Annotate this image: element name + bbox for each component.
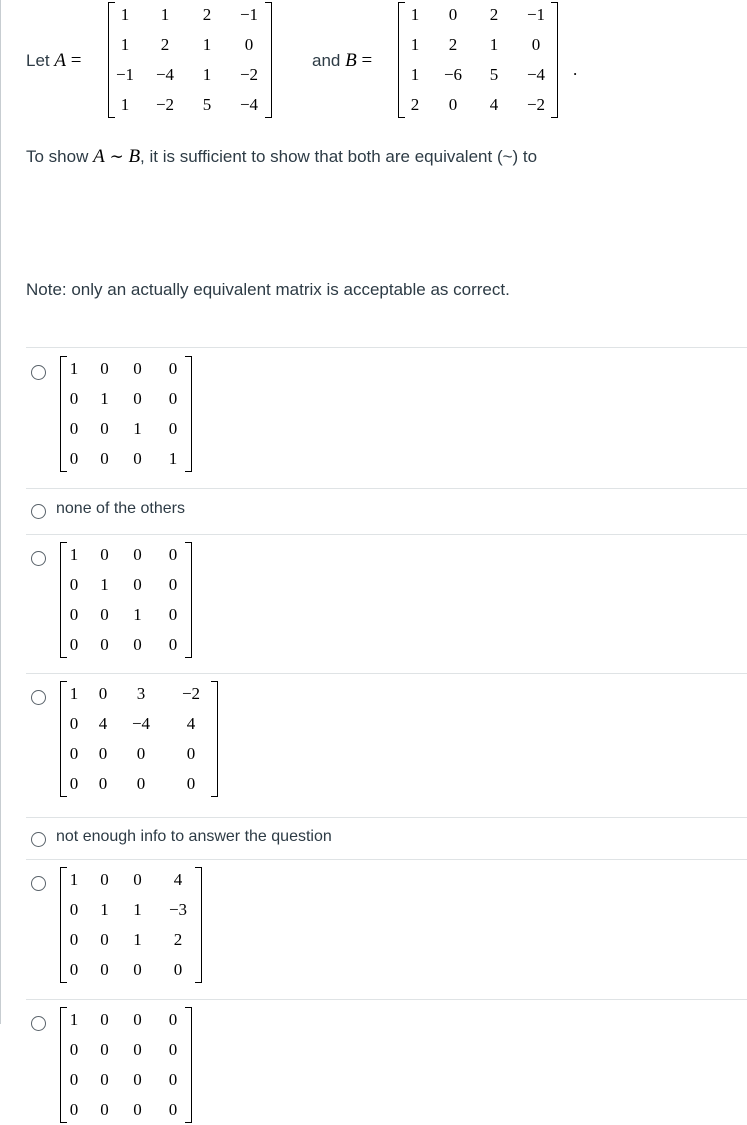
matrix-row (60, 709, 218, 739)
matrix-entry: 0 (69, 575, 79, 594)
sufficiency-statement (26, 146, 537, 168)
matrix-entry: 0 (136, 744, 146, 763)
answer-matrix (60, 354, 192, 474)
tilde-symbol: ∼ (109, 147, 124, 166)
matrix-entry: 0 (168, 635, 178, 654)
matrix-grid (60, 1005, 192, 1125)
matrix-grid (398, 0, 558, 120)
matrix-entry: 0 (168, 545, 178, 564)
matrix-row (60, 384, 192, 414)
matrix-row (60, 925, 202, 955)
matrix-row (108, 90, 272, 120)
matrix-row (60, 1065, 192, 1095)
matrix-entry: 1 (168, 449, 178, 468)
matrix-entry: 0 (69, 1070, 79, 1089)
answer-option-echelon[interactable] (26, 859, 747, 1000)
answer-matrix (60, 540, 192, 660)
matrix-entry: 0 (133, 1100, 142, 1119)
radio-button[interactable] (31, 832, 46, 847)
matrix-a (108, 0, 272, 120)
matrix-entry: 0 (133, 545, 142, 564)
matrix-row (60, 1095, 192, 1125)
matrix-entry: 0 (98, 684, 108, 703)
matrix-entry: 0 (69, 744, 79, 763)
matrix-entry: 0 (133, 449, 142, 468)
matrix-entry: 1 (133, 419, 142, 438)
matrix-entry: 1 (69, 1010, 79, 1029)
matrix-entry: 0 (133, 1040, 142, 1059)
left-bracket (60, 1007, 67, 1123)
matrix-entry: 0 (100, 545, 109, 564)
matrix-entry: −6 (443, 65, 463, 84)
show-b-symbol: B (128, 146, 141, 167)
matrix-entry: 0 (168, 389, 178, 408)
matrix-a-symbol: A (54, 50, 66, 71)
matrix-entry: 1 (160, 5, 170, 24)
matrix-row (60, 540, 192, 570)
matrix-entry: 0 (100, 359, 109, 378)
matrix-entry: 1 (100, 900, 109, 919)
matrix-entry: 1 (133, 605, 142, 624)
matrix-entry: 0 (133, 870, 142, 889)
matrix-entry: 1 (100, 389, 109, 408)
matrix-grid (60, 540, 192, 660)
matrix-entry: 1 (120, 5, 130, 24)
matrix-grid (60, 354, 192, 474)
matrix-entry: −4 (131, 714, 151, 733)
answer-option-rank-three[interactable] (26, 534, 747, 673)
matrix-entry: 0 (100, 419, 109, 438)
right-bracket (185, 1007, 192, 1123)
definition-line (26, 50, 81, 72)
matrix-grid (60, 679, 218, 799)
matrix-row (60, 865, 202, 895)
matrix-entry: 0 (100, 930, 109, 949)
matrix-entry: −4 (526, 65, 546, 84)
matrix-entry: 4 (173, 870, 183, 889)
matrix-entry: 1 (410, 35, 420, 54)
answer-label: none of the others (56, 500, 185, 517)
matrix-row (398, 0, 558, 30)
left-bracket (60, 542, 67, 658)
matrix-entry: 0 (98, 774, 108, 793)
matrix-entry: 0 (69, 635, 79, 654)
and-label: and (312, 51, 341, 70)
matrix-entry: 1 (69, 870, 79, 889)
answer-option-partial[interactable] (26, 999, 747, 1119)
matrix-row (60, 354, 192, 384)
right-bracket (185, 542, 192, 658)
matrix-entry: 0 (133, 1010, 142, 1029)
matrix-entry: 0 (69, 419, 79, 438)
matrix-entry: 4 (186, 714, 196, 733)
answer-option-none-of-the-others[interactable] (26, 488, 747, 535)
matrix-entry: 0 (69, 605, 79, 624)
matrix-entry: 0 (168, 605, 178, 624)
definition-period: . (573, 60, 578, 79)
matrix-entry: 1 (100, 575, 109, 594)
matrix-entry: 1 (120, 35, 130, 54)
matrix-entry: 0 (100, 635, 109, 654)
answer-option-identity[interactable] (26, 347, 747, 488)
matrix-entry: 0 (531, 35, 541, 54)
matrix-entry: 0 (186, 744, 196, 763)
matrix-entry: 0 (69, 449, 79, 468)
matrix-entry: 2 (160, 35, 170, 54)
matrix-entry: 1 (133, 900, 142, 919)
answer-label: not enough info to answer the question (56, 828, 332, 845)
matrix-entry: −4 (155, 65, 175, 84)
matrix-entry: 0 (168, 1070, 178, 1089)
matrix-entry: 0 (244, 35, 254, 54)
answer-matrix (60, 1005, 192, 1125)
radio-button[interactable] (31, 690, 46, 705)
matrix-row (108, 30, 272, 60)
matrix-entry: 1 (120, 95, 130, 114)
left-bracket (398, 2, 405, 118)
matrix-entry: 0 (168, 575, 178, 594)
matrix-entry: 0 (69, 960, 79, 979)
matrix-entry: 2 (173, 930, 183, 949)
let-label: Let (26, 51, 50, 70)
matrix-b-symbol: B (345, 50, 357, 71)
matrix-entry: 5 (489, 65, 499, 84)
matrix-entry: 0 (168, 419, 178, 438)
matrix-row (60, 955, 202, 985)
answer-matrix (60, 865, 202, 985)
matrix-entry: 1 (410, 65, 420, 84)
equals-sign-b: = (361, 50, 373, 71)
matrix-entry: 0 (69, 389, 79, 408)
matrix-row (398, 90, 558, 120)
matrix-entry: 0 (100, 1070, 109, 1089)
matrix-entry: 0 (69, 930, 79, 949)
radio-button[interactable] (31, 504, 46, 519)
matrix-grid (60, 865, 202, 985)
matrix-entry: −1 (239, 5, 259, 24)
matrix-entry: 0 (186, 774, 196, 793)
matrix-row (108, 60, 272, 90)
matrix-entry: 0 (133, 359, 142, 378)
show-prefix: To show (26, 147, 89, 166)
matrix-row (60, 570, 192, 600)
matrix-row (60, 1035, 192, 1065)
matrix-row (60, 739, 218, 769)
matrix-entry: 0 (136, 774, 146, 793)
matrix-entry: 0 (168, 359, 178, 378)
matrix-row (60, 600, 192, 630)
matrix-entry: 0 (168, 1040, 178, 1059)
matrix-entry: 0 (69, 900, 79, 919)
matrix-entry: 0 (100, 605, 109, 624)
matrix-entry: 0 (100, 960, 109, 979)
matrix-entry: 1 (69, 684, 79, 703)
matrix-entry: 0 (69, 1100, 79, 1119)
matrix-entry: 2 (202, 5, 212, 24)
matrix-entry: 0 (133, 575, 142, 594)
left-bracket (60, 867, 67, 983)
right-bracket (185, 356, 192, 472)
matrix-entry: 1 (133, 930, 142, 949)
matrix-entry: 0 (173, 960, 183, 979)
matrix-entry: −4 (239, 95, 259, 114)
right-bracket (265, 2, 272, 118)
right-bracket (551, 2, 558, 118)
matrix-entry: 1 (202, 65, 212, 84)
matrix-row (60, 769, 218, 799)
matrix-row (60, 414, 192, 444)
matrix-entry: 4 (98, 714, 108, 733)
radio-button[interactable] (31, 551, 46, 566)
matrix-entry: −2 (155, 95, 175, 114)
matrix-entry: 0 (69, 774, 79, 793)
matrix-entry: 0 (133, 1070, 142, 1089)
matrix-row (60, 1005, 192, 1035)
answer-option-rank-two[interactable] (26, 673, 747, 818)
matrix-entry: 0 (133, 635, 142, 654)
equals-sign-a: = (70, 50, 82, 71)
left-bracket (60, 356, 67, 472)
matrix-entry: 1 (410, 5, 420, 24)
matrix-entry: −1 (526, 5, 546, 24)
answer-option-not-enough-info[interactable] (26, 817, 747, 860)
matrix-entry: 0 (100, 1010, 109, 1029)
matrix-entry: 0 (133, 960, 142, 979)
matrix-row (398, 30, 558, 60)
matrix-entry: 1 (202, 35, 212, 54)
matrix-entry: 0 (448, 95, 458, 114)
matrix-row (60, 895, 202, 925)
left-bracket (108, 2, 115, 118)
matrix-entry: 0 (448, 5, 458, 24)
matrix-entry: 0 (100, 870, 109, 889)
content-left-border (0, 0, 1, 1024)
matrix-entry: 0 (100, 449, 109, 468)
matrix-entry: 2 (448, 35, 458, 54)
matrix-entry: 3 (136, 684, 146, 703)
matrix-entry: 0 (69, 714, 79, 733)
matrix-row (60, 679, 218, 709)
matrix-row (60, 444, 192, 474)
matrix-entry: 2 (410, 95, 420, 114)
radio-button[interactable] (31, 876, 46, 891)
matrix-row (60, 630, 192, 660)
matrix-entry: 2 (489, 5, 499, 24)
note-text: Note: only an actually equivalent matrix is acceptable as correct. (26, 280, 510, 299)
matrix-row (108, 0, 272, 30)
matrix-entry: 0 (98, 744, 108, 763)
radio-button[interactable] (31, 365, 46, 380)
matrix-grid (108, 0, 272, 120)
matrix-entry: −2 (526, 95, 546, 114)
show-a-symbol: A (93, 146, 105, 167)
matrix-entry: 0 (168, 1010, 178, 1029)
matrix-entry: 0 (168, 1100, 178, 1119)
show-suffix: , it is sufficient to show that both are equivalent (~) to (140, 147, 538, 166)
matrix-entry: 0 (100, 1100, 109, 1119)
matrix-entry: −2 (239, 65, 259, 84)
matrix-entry: 5 (202, 95, 212, 114)
matrix-entry: −1 (115, 65, 135, 84)
matrix-entry: 4 (489, 95, 499, 114)
matrix-b (398, 0, 558, 120)
right-bracket (195, 867, 202, 983)
and-b-label (312, 50, 372, 72)
matrix-entry: 1 (69, 359, 79, 378)
left-bracket (60, 681, 67, 797)
matrix-entry: 1 (489, 35, 499, 54)
matrix-entry: −3 (168, 900, 188, 919)
right-bracket (211, 681, 218, 797)
matrix-entry: 0 (133, 389, 142, 408)
matrix-entry: 0 (69, 1040, 79, 1059)
answer-matrix (60, 679, 218, 799)
matrix-entry: 0 (100, 1040, 109, 1059)
matrix-row (398, 60, 558, 90)
matrix-entry: 1 (69, 545, 79, 564)
matrix-entry: −2 (181, 684, 201, 703)
